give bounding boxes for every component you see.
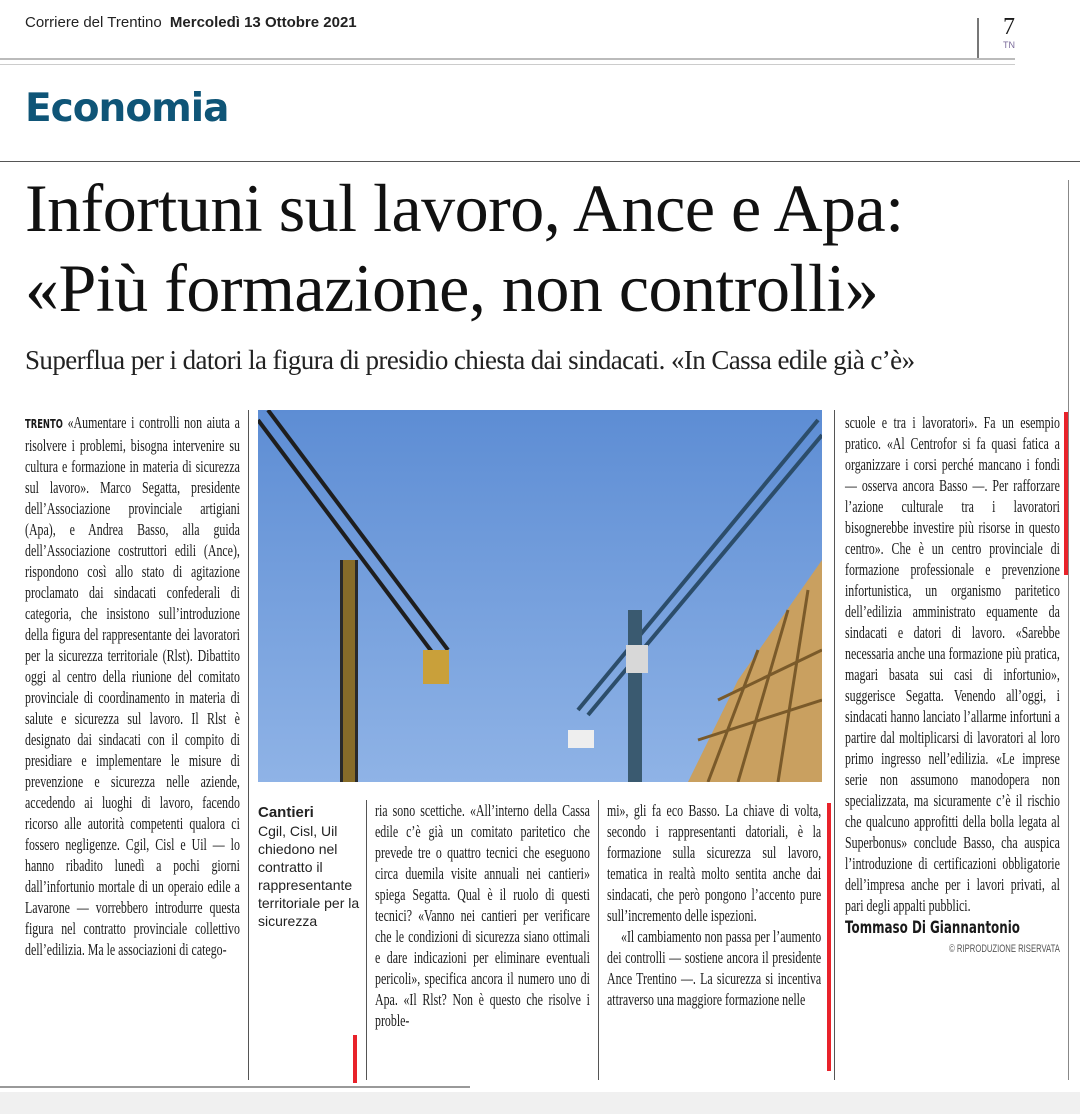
column-text: ria sono scettiche. «All’interno della Cassa edile c’è già un comitato paritetico che prevede tre o quattro tecnici che eseguono circa duemila visite annuali nei cantieri» spiega Segatta. Qual è il ruolo di questi tecnici? «Vanno nei cantieri per verificare che le condizioni di sicurezza siano ottimali e dare indicazioni per eliminare eventuali pericoli», specifica ancora il numero uno di Apa. «Il Rlst? Non è questo che risolve i proble- <box>375 801 590 1030</box>
article-column-4 <box>845 412 1060 960</box>
column-rule <box>598 800 599 1080</box>
column-text: scuole e tra i lavoratori». Fa un esempio pratico. «Al Centrofor si fa quasi fatica a organizzare i corsi perché mancano i fondi — osserva ancora Basso —. Per rafforzare l’azione culturale tra i lavoratori bisognerebbe investire più risorse in questo centro». Che è un centro provinciale di formazione professionale e prevenzione infortunistica, un organismo paritetico dell’edilizia amministrato equamente da sindacati e datori di lavoro. «Sarebbe necessaria anche una formazione più pratica, magari basata sui casi di infortunio», suggerisce Segatta. Venendo all’oggi, i sindacati hanno lanciato l’allarme infortuni a partire dal moltiplicarsi di lavoratori al loro primo ingresso nell’edilizia. «Le imprese serie non assumono manodopera non specializzata, ma sicuramente c’è il rischio che qualcuno approfitti della bolla legata al Superbonus» conclude Basso, cha auspica l’introduzione di certificazioni obbligatorie dell’impresa anche per i lavori privati, al pari degli appalti pubblici. <box>845 413 1060 915</box>
red-markup-line <box>353 1035 357 1083</box>
caption-title: Cantieri <box>258 804 314 821</box>
column-rule <box>366 800 367 1080</box>
subheadline: Superflua per i datori la figura di presidio chiesta dai sindacati. «In Cassa edile già c’è» <box>25 345 915 375</box>
column-text: «Aumentare i controlli non aiuta a risolvere i problemi, bisogna intervenire su cultura e formazione in materia di sicurezza sul lavoro». Marco Segatta, presidente dell’Associazione provinciale artigiani (Apa), e Andrea Basso, alla guida dell’Associazione costruttori edili (Ance), rispondono così allo stato di agitazione proclamato dai sindacati confederali di categoria, che insistono sull’introduzione della figura del rappresentante dei lavoratori per la sicurezza territoriale (Rlst). Dibattito oggi al centro della riunione del comitato provinciale di coordinamento in materia di salute e sicurezza sul lavoro. Il Rlst è designato dai sindacati con il compito di presidiare e implementare le misure di prevenzione e sicurezza nelle aziende, accedendo ai luoghi di lavoro, facendo ricorso alle autorità competenti qualora ci fossero negligenze. Cgil, Cisl e Uil — lo hanno ribadito lunedì a pochi giorni dall’infortunio mortale di un operaio edile a Lavarone — vorrebbero introdurre questa figura nel contratto provinciale collettivo dell’edilizia. Ma le associazioni di catego- <box>25 413 240 959</box>
copyright: © RIPRODUZIONE RISERVATA <box>949 943 1060 955</box>
newspaper-name: Corriere del Trentino <box>25 14 162 31</box>
column-rule <box>1068 180 1069 1080</box>
masthead-bar <box>25 14 357 31</box>
headline <box>25 168 1075 328</box>
column-rule <box>834 410 835 1080</box>
section-title: Economia <box>25 86 229 131</box>
column-text: «Il cambiamento non passa per l’aumento dei controlli — sostiene ancora il presidente Ance Trentino —. La sicurezza si incentiva attraverso una maggiore formazione nelle <box>607 927 822 1009</box>
divider <box>0 161 1080 162</box>
article-column-1 <box>25 412 240 960</box>
headline-line: «Più formazione, non controlli» <box>25 250 879 326</box>
article-column-2 <box>375 800 590 1031</box>
edition-code: TN <box>1003 40 1015 50</box>
page-bottom-margin <box>0 1092 1080 1114</box>
divider <box>0 58 1015 60</box>
red-markup-line <box>1064 412 1068 575</box>
article-column-3 <box>607 800 821 1010</box>
column-text: mi», gli fa eco Basso. La chiave di volta, secondo i rappresentanti datoriali, è la formazione sulla sicurezza sul lavoro, tematica in realtà molto sentita anche dai sindacati, che però pongono l’accento pure sull’incremento delle ispezioni. <box>607 801 822 925</box>
photo-caption <box>258 803 363 930</box>
page-number: 7 <box>1003 14 1015 40</box>
crane-photo-image <box>258 410 822 782</box>
divider <box>977 18 979 58</box>
caption-text: Cgil, Cisl, Uil chiedono nel contratto il rappresentante territoriale per la sicurezza <box>258 823 360 929</box>
photo-cranes <box>258 410 822 782</box>
divider <box>0 64 1015 65</box>
issue-date: Mercoledì 13 Ottobre 2021 <box>169 14 357 31</box>
column-rule <box>248 410 249 1080</box>
headline-line: Infortuni sul lavoro, Ance e Apa: <box>25 170 904 246</box>
byline: Tommaso Di Giannantonio <box>845 918 1020 938</box>
dateline: TRENTO <box>25 417 63 431</box>
red-markup-line <box>827 803 831 1071</box>
divider <box>0 1086 470 1088</box>
